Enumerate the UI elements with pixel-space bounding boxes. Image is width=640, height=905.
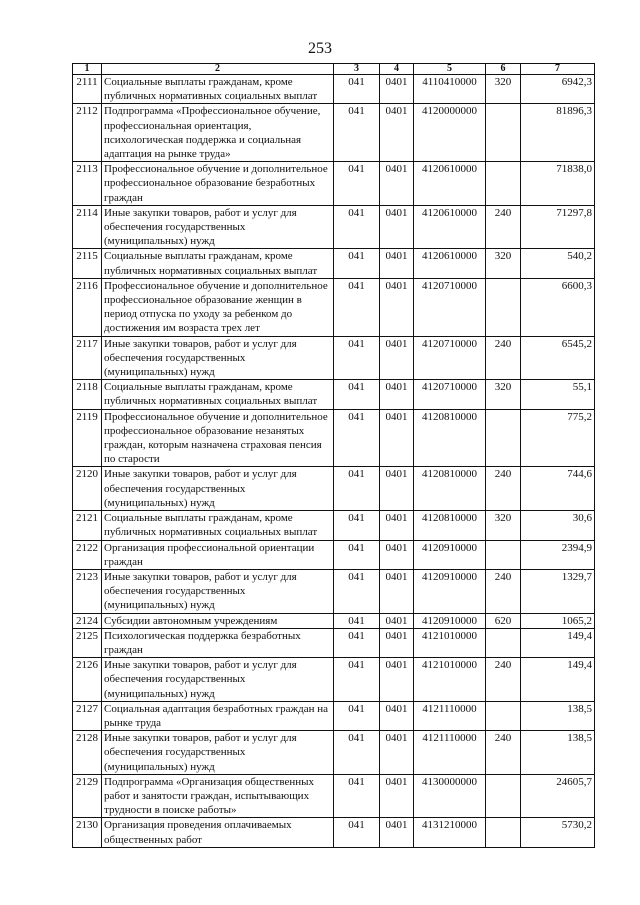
row-admin-code: 041 [334,249,380,278]
row-expense-type: 320 [486,249,521,278]
row-number: 2117 [73,336,102,380]
row-name: Иные закупки товаров, работ и услуг для обеспечения государственных (муниципальных) нужд [102,658,334,702]
row-section-code: 0401 [380,818,414,847]
row-expense-type [486,701,521,730]
row-admin-code: 041 [334,511,380,540]
row-target-code: 4120710000 [414,278,486,336]
row-expense-type: 240 [486,731,521,775]
row-expense-type [486,540,521,569]
row-target-code: 4120810000 [414,467,486,511]
row-section-code: 0401 [380,511,414,540]
table-row [73,511,595,540]
row-target-code: 4120610000 [414,162,486,206]
row-admin-code: 041 [334,774,380,818]
header-col-7: 7 [521,64,595,75]
row-section-code: 0401 [380,731,414,775]
row-target-code: 4120810000 [414,409,486,467]
table-row [73,75,595,104]
row-admin-code: 041 [334,731,380,775]
row-expense-type [486,162,521,206]
row-target-code: 4120910000 [414,540,486,569]
header-col-3: 3 [334,64,380,75]
row-number: 2120 [73,467,102,511]
row-amount: 24605,7 [521,774,595,818]
table-row [73,613,595,628]
header-row [73,64,595,75]
row-admin-code: 041 [334,409,380,467]
row-section-code: 0401 [380,162,414,206]
row-name: Подпрограмма «Организация общественных работ и занятости граждан, испытывающих трудности в поиске работы» [102,774,334,818]
row-number: 2114 [73,205,102,249]
row-name: Организация проведения оплачиваемых общественных работ [102,818,334,847]
table-row [73,104,595,162]
row-admin-code: 041 [334,75,380,104]
row-amount: 6600,3 [521,278,595,336]
row-amount: 138,5 [521,701,595,730]
row-expense-type: 320 [486,511,521,540]
header-col-2: 2 [102,64,334,75]
row-target-code: 4120910000 [414,613,486,628]
table-row [73,249,595,278]
row-amount: 744,6 [521,467,595,511]
row-admin-code: 041 [334,613,380,628]
row-target-code: 4131210000 [414,818,486,847]
row-name: Организация профессиональной ориентации граждан [102,540,334,569]
table-row [73,818,595,847]
row-expense-type: 320 [486,380,521,409]
table-row [73,467,595,511]
row-target-code: 4121110000 [414,701,486,730]
row-amount: 1065,2 [521,613,595,628]
row-target-code: 4130000000 [414,774,486,818]
row-target-code: 4110410000 [414,75,486,104]
row-section-code: 0401 [380,278,414,336]
row-number: 2123 [73,569,102,613]
row-number: 2127 [73,701,102,730]
row-target-code: 4120910000 [414,569,486,613]
row-name: Иные закупки товаров, работ и услуг для обеспечения государственных (муниципальных) нужд [102,336,334,380]
row-expense-type [486,818,521,847]
row-name: Профессиональное обучение и дополнительное профессиональное образование женщин в период отпуска по уходу за ребенком до достижения им возраста трех лет [102,278,334,336]
table-row [73,701,595,730]
row-expense-type [486,409,521,467]
table-row [73,628,595,657]
row-amount: 1329,7 [521,569,595,613]
row-expense-type [486,628,521,657]
row-target-code: 4121110000 [414,731,486,775]
row-section-code: 0401 [380,409,414,467]
row-number: 2124 [73,613,102,628]
row-admin-code: 041 [334,628,380,657]
row-amount: 138,5 [521,731,595,775]
row-amount: 81896,3 [521,104,595,162]
row-number: 2118 [73,380,102,409]
table-row [73,409,595,467]
table-row [73,658,595,702]
row-admin-code: 041 [334,467,380,511]
row-admin-code: 041 [334,380,380,409]
row-admin-code: 041 [334,658,380,702]
row-section-code: 0401 [380,569,414,613]
row-section-code: 0401 [380,249,414,278]
row-amount: 149,4 [521,658,595,702]
row-amount: 5730,2 [521,818,595,847]
row-amount: 6942,3 [521,75,595,104]
row-target-code: 4121010000 [414,658,486,702]
row-amount: 149,4 [521,628,595,657]
row-amount: 540,2 [521,249,595,278]
header-col-1: 1 [73,64,102,75]
row-section-code: 0401 [380,613,414,628]
row-expense-type [486,278,521,336]
row-number: 2116 [73,278,102,336]
row-expense-type: 240 [486,658,521,702]
row-admin-code: 041 [334,336,380,380]
row-admin-code: 041 [334,701,380,730]
row-section-code: 0401 [380,75,414,104]
row-number: 2119 [73,409,102,467]
row-section-code: 0401 [380,205,414,249]
row-admin-code: 041 [334,104,380,162]
row-name: Иные закупки товаров, работ и услуг для обеспечения государственных (муниципальных) нужд [102,205,334,249]
row-amount: 55,1 [521,380,595,409]
table-row [73,380,595,409]
row-name: Иные закупки товаров, работ и услуг для обеспечения государственных (муниципальных) нужд [102,569,334,613]
table-row [73,278,595,336]
row-admin-code: 041 [334,278,380,336]
page-number: 253 [308,40,332,57]
row-name: Иные закупки товаров, работ и услуг для обеспечения государственных (муниципальных) нужд [102,467,334,511]
row-expense-type: 240 [486,467,521,511]
row-name: Социальные выплаты гражданам, кроме публичных нормативных социальных выплат [102,75,334,104]
row-number: 2111 [73,75,102,104]
row-target-code: 4120710000 [414,336,486,380]
table-row [73,774,595,818]
row-number: 2121 [73,511,102,540]
row-name: Профессиональное обучение и дополнительное профессиональное образование незанятых граждан, которым назначена страховая пенсия по старости [102,409,334,467]
row-amount: 775,2 [521,409,595,467]
row-section-code: 0401 [380,658,414,702]
row-name: Социальная адаптация безработных граждан на рынке труда [102,701,334,730]
row-expense-type: 240 [486,205,521,249]
row-name: Подпрограмма «Профессиональное обучение, профессиональная ориентация, психологическая поддержка и социальная адаптация на рынке труда» [102,104,334,162]
row-section-code: 0401 [380,380,414,409]
row-amount: 71297,8 [521,205,595,249]
row-number: 2122 [73,540,102,569]
row-amount: 2394,9 [521,540,595,569]
row-name: Профессиональное обучение и дополнительное профессиональное образование безработных граждан [102,162,334,206]
header-col-5: 5 [414,64,486,75]
row-name: Социальные выплаты гражданам, кроме публичных нормативных социальных выплат [102,380,334,409]
row-section-code: 0401 [380,467,414,511]
row-admin-code: 041 [334,205,380,249]
row-number: 2126 [73,658,102,702]
row-name: Субсидии автономным учреждениям [102,613,334,628]
row-number: 2112 [73,104,102,162]
row-admin-code: 041 [334,569,380,613]
row-target-code: 4120610000 [414,205,486,249]
table-row [73,205,595,249]
row-expense-type: 240 [486,569,521,613]
row-name: Социальные выплаты гражданам, кроме публичных нормативных социальных выплат [102,249,334,278]
row-section-code: 0401 [380,774,414,818]
row-number: 2129 [73,774,102,818]
row-section-code: 0401 [380,336,414,380]
row-admin-code: 041 [334,818,380,847]
row-admin-code: 041 [334,540,380,569]
row-name: Социальные выплаты гражданам, кроме публичных нормативных социальных выплат [102,511,334,540]
row-amount: 30,6 [521,511,595,540]
row-section-code: 0401 [380,104,414,162]
header-col-4: 4 [380,64,414,75]
row-expense-type: 240 [486,336,521,380]
row-target-code: 4120810000 [414,511,486,540]
row-number: 2125 [73,628,102,657]
row-name: Психологическая поддержка безработных граждан [102,628,334,657]
row-number: 2113 [73,162,102,206]
row-amount: 6545,2 [521,336,595,380]
row-number: 2115 [73,249,102,278]
row-number: 2128 [73,731,102,775]
row-number: 2130 [73,818,102,847]
row-target-code: 4120610000 [414,249,486,278]
row-amount: 71838,0 [521,162,595,206]
table-row [73,162,595,206]
table-row [73,731,595,775]
table-row [73,569,595,613]
row-expense-type [486,774,521,818]
row-expense-type [486,104,521,162]
budget-table [72,63,595,848]
header-col-6: 6 [486,64,521,75]
row-section-code: 0401 [380,701,414,730]
row-target-code: 4120710000 [414,380,486,409]
row-admin-code: 041 [334,162,380,206]
row-name: Иные закупки товаров, работ и услуг для обеспечения государственных (муниципальных) нужд [102,731,334,775]
row-expense-type: 320 [486,75,521,104]
row-section-code: 0401 [380,540,414,569]
row-target-code: 4121010000 [414,628,486,657]
table-body [73,75,595,848]
row-expense-type: 620 [486,613,521,628]
row-target-code: 4120000000 [414,104,486,162]
table-row [73,540,595,569]
row-section-code: 0401 [380,628,414,657]
table-row [73,336,595,380]
